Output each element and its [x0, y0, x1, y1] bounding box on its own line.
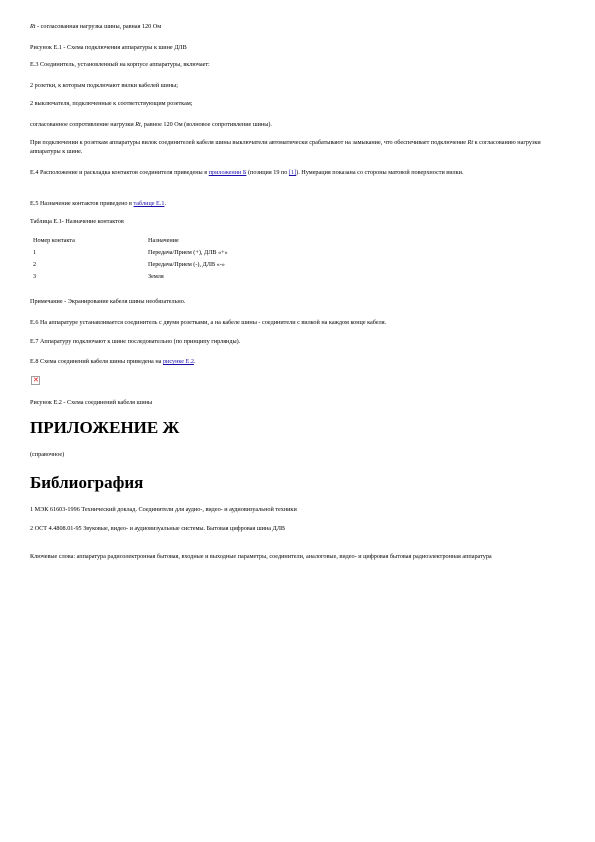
appendix-b-link[interactable]: приложении Б [208, 169, 247, 176]
figure-e1-caption: Рисунок Е.1 - Схема подключения аппаратуры к шине ДЛВ [30, 44, 187, 51]
e4-text-b: (позиция 19 по [246, 169, 289, 176]
appendix-title: ПРИЛОЖЕНИЕ Ж [30, 418, 180, 437]
e5-text-b: . [164, 200, 167, 207]
e3-item-resistance-text-a: согласованное сопротивление нагрузки [30, 121, 136, 128]
e8-text-b: . [193, 358, 196, 365]
broken-image-icon [31, 376, 40, 385]
table-header-number: Номер контакта [33, 237, 75, 244]
table-note: Примечание - Экранирование кабеля шины необязательно. [30, 298, 186, 305]
bibliography-item: 2 ОСТ 4.4808.01-95 Звуковые, видео- и аудиовизуальные системы. Бытовая цифровая шина ДЛВ [30, 525, 286, 532]
figure-e2-link[interactable]: рисунке Е.2 [162, 358, 194, 365]
reference-1-link[interactable]: [1] [288, 169, 297, 176]
section-e3: Е.3 Соединитель, установленный на корпусе аппаратуры, включает: [30, 61, 210, 68]
table-e1-link[interactable]: таблице Е.1 [133, 200, 165, 207]
figure-e2-caption: Рисунок Е.2 - Схема соединений кабеля шины [30, 399, 153, 406]
bibliography-title: Библиография [30, 473, 144, 492]
e3-note-text-a: При подключении к розеткам аппаратуры вилок соединителей кабеля шины выключатели автоматически срабатывают на замыкание, что обеспечивает подключение [30, 139, 468, 146]
e3-item-switches: 2 выключателя, подключенные к соответствующим розеткам; [30, 100, 193, 107]
e3-item-resistance [30, 120, 272, 129]
section-e6: Е.6 На аппаратуре устанавливается соединитель с двумя розетками, а на кабеле шины - соединители с вилкой на каждом конце кабеля. [30, 319, 387, 326]
e3-item-sockets: 2 розетки, к которым подключают вилки кабелей шины; [30, 82, 178, 89]
rt-symbol: Rt [135, 121, 141, 128]
table-cell: Земля [148, 273, 164, 280]
table-cell: Передача/Прием (+), ДЛВ «+» [148, 249, 228, 256]
table-header-purpose: Назначение [148, 237, 179, 244]
e5-text-a: Е.5 Назначение контактов приведено в [30, 200, 134, 207]
e3-note-paragraph [30, 138, 570, 156]
table-cell: 1 [33, 249, 37, 256]
e4-text-a: Е.4 Расположение и раскладка контактов соединителя приведены в [30, 169, 209, 176]
section-e5 [30, 199, 166, 208]
table-cell: 2 [33, 261, 37, 268]
e3-item-resistance-text-b: , равное 120 Ом (волновое сопротивление шины). [140, 121, 272, 128]
table-e1-caption: Таблица Е.1- Назначение контактов [30, 218, 124, 225]
rt-definition [30, 22, 161, 31]
e4-text-c: ). Нумерация показана со стороны матовой поверхности вилки. [296, 169, 464, 176]
table-cell: 3 [33, 273, 37, 280]
e3-note-text-b: к согласованию нагрузки аппаратуры к шине. [30, 139, 541, 155]
e8-text-a: Е.8 Схема соединений кабеля шины приведена на [30, 358, 163, 365]
bibliography-item: 1 МЭК 61603-1996 Технический доклад. Соединители для аудио-, видео- и аудиовизуальной техники [30, 506, 297, 513]
table-cell: Передача/Прием (-), ДЛВ «-» [148, 261, 225, 268]
section-e4 [30, 168, 570, 177]
section-e7: Е.7 Аппаратуру подключают к шине последовательно (по принципу гирлянды). [30, 338, 241, 345]
keywords-paragraph: Ключевые слова: аппаратура радиоэлектронная бытовая, входные и выходные параметры, соединители, аналоговые, видео- и цифровая бытовая радиоэлектронная аппаратура [30, 553, 492, 560]
rt-definition-text: - согласованная нагрузка шины, равная 120 Ом [35, 23, 162, 30]
section-e8 [30, 357, 196, 366]
rt-symbol: Rt [467, 139, 474, 146]
appendix-type: (справочное) [30, 451, 65, 458]
rt-symbol: Rt [30, 23, 36, 30]
